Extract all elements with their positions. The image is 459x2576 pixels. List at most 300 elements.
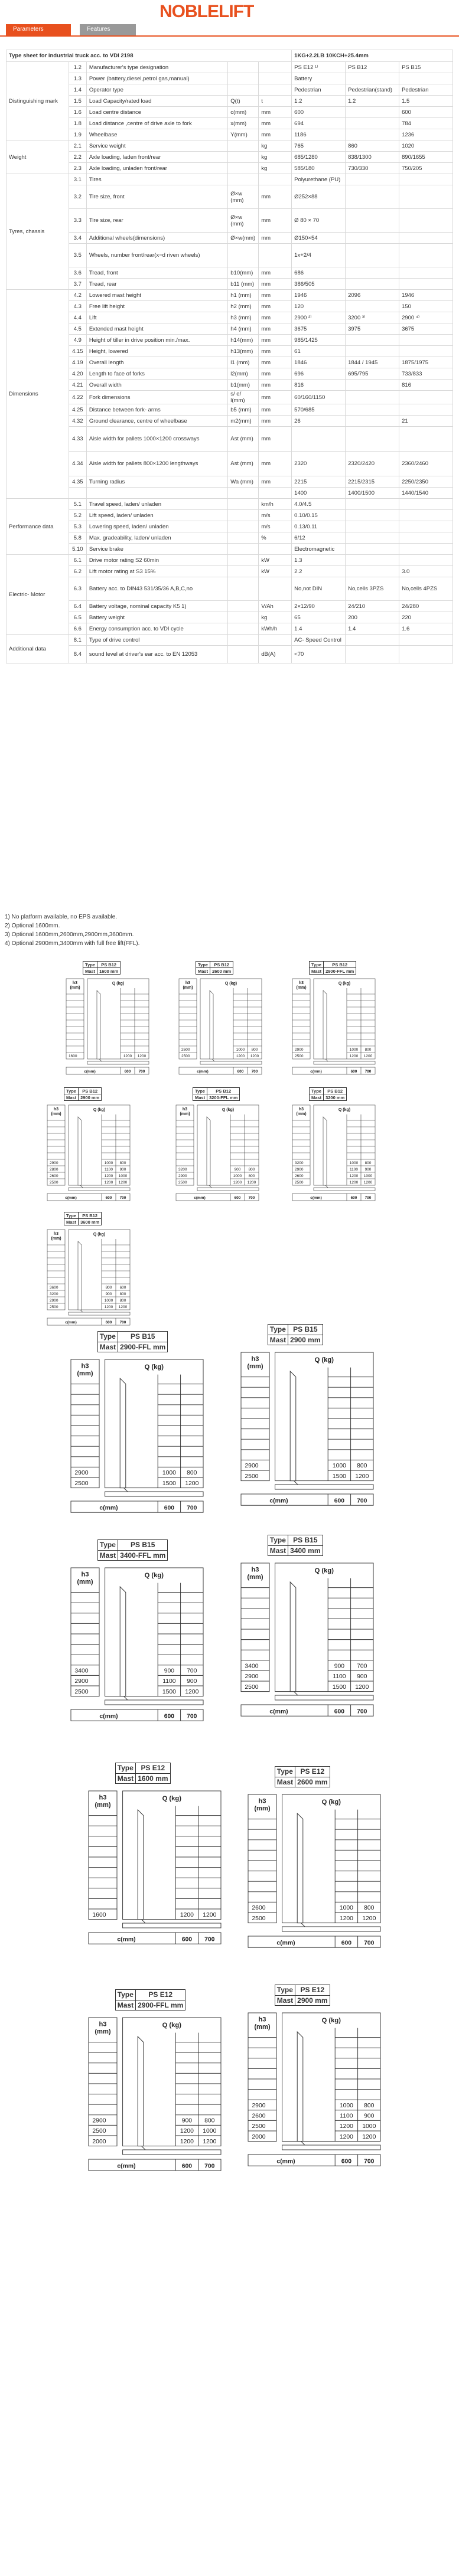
spec-cell-value: 1846 — [292, 357, 346, 368]
chart-grid — [248, 1794, 380, 1950]
chart-q-label: Q (kg) — [144, 1364, 164, 1371]
spec-cell-symbol — [228, 532, 259, 544]
chart-mast: 2600 mm — [295, 1777, 330, 1787]
chart-q-value: 1200 — [236, 1054, 245, 1058]
spec-cell-value — [399, 532, 453, 544]
spec-row — [6, 267, 453, 279]
chart-q-value: 1000 — [233, 1174, 242, 1178]
spec-cell-unit: mm — [259, 404, 292, 416]
chart-c-value: 600 — [164, 1505, 175, 1512]
chart-h3-value: 3400 — [245, 1663, 259, 1670]
spec-cell-number: 4.15 — [69, 346, 86, 357]
spec-cell-value: 838/1300 — [346, 152, 399, 163]
spec-cell-value: 2900 ²⁾ — [292, 312, 346, 323]
spec-cell-value: 2.2 — [292, 566, 346, 577]
spec-row — [6, 312, 453, 323]
spec-cell-value — [399, 73, 453, 84]
spec-cell-value: 1.4 — [292, 623, 346, 635]
chart-q-value: 1200 — [123, 1054, 132, 1058]
spec-cell-value: 150 — [399, 301, 453, 312]
chart-h3-label: h3 — [53, 1232, 59, 1236]
chart-grid — [66, 979, 149, 1076]
spec-cell-number: 6.4 — [69, 601, 86, 612]
chart-c-label: c(mm) — [269, 1498, 288, 1505]
spec-cell-value: 386/505 — [292, 279, 346, 290]
spec-cell-value — [346, 209, 399, 233]
spec-group-label: Distinguishing mark — [6, 62, 69, 140]
chart-c-label: c(mm) — [269, 1708, 288, 1715]
chart-q-label: Q (kg) — [321, 1799, 341, 1806]
spec-cell-unit: kg — [259, 140, 292, 152]
chart-q-value: 1000 — [339, 2103, 353, 2109]
chart-model: PS B12 — [79, 1212, 102, 1219]
spec-cell-label: Travel speed, laden/ unladen — [86, 499, 227, 510]
chart-q-value: 900 — [364, 2113, 375, 2120]
spec-group-label: Additional data — [6, 635, 69, 663]
spec-row — [6, 566, 453, 577]
chart-c-label: c(mm) — [276, 1940, 295, 1947]
spec-cell-label: Wheels, number front/rear(x=d riven wheels) — [86, 244, 227, 267]
chart-c-value: 700 — [251, 1070, 258, 1074]
spec-cell-value: 220 — [399, 612, 453, 623]
spec-cell-value: Polyurethane (PU) — [292, 174, 346, 185]
chart-type-table — [275, 1985, 330, 2006]
chart-mast: 3200-FFL mm — [207, 1094, 240, 1101]
chart-h3-unit: (mm) — [77, 1578, 93, 1586]
spec-cell-symbol — [228, 499, 259, 510]
spec-cell-value: Battery — [292, 73, 346, 84]
spec-cell-value: PS B15 — [399, 62, 453, 73]
chart-model: PS B15 — [288, 1535, 323, 1546]
chart-h3-value: 2900 — [252, 2103, 266, 2109]
chart-mast: 2900 mm — [288, 1335, 323, 1345]
chart-grid — [47, 1105, 130, 1202]
chart-h3-value: 3600 — [50, 1286, 58, 1290]
chart-q-label: Q (kg) — [222, 1108, 235, 1112]
spec-cell-value: 65 — [292, 612, 346, 623]
chart-h3-label: h3 — [185, 981, 191, 985]
chart-q-value: 1200 — [185, 1688, 199, 1695]
chart-type-label: Type — [115, 1763, 135, 1774]
spec-cell-symbol: Q(t) — [228, 96, 259, 107]
spec-cell-label: Lift — [86, 312, 227, 323]
spec-cell-value: Pedestrian — [399, 84, 453, 96]
spec-cell-number: 4.34 — [69, 452, 86, 476]
chart-type-table — [268, 1535, 323, 1556]
chart-h3-value: 2500 — [252, 2123, 266, 2130]
chart-h3-value: 2900 — [74, 1678, 89, 1685]
spec-cell-value: 1844 / 1945 — [346, 357, 399, 368]
spec-row — [6, 346, 453, 357]
chart-h3-unit: (mm) — [296, 1112, 307, 1116]
chart-c-label: c(mm) — [99, 1505, 118, 1512]
chart-q-label: Q (kg) — [112, 982, 125, 986]
spec-cell-value: AC- Speed Control — [292, 635, 346, 646]
chart-h3-unit: (mm) — [254, 2023, 271, 2031]
spec-cell-value: 2250/2350 — [399, 476, 453, 488]
spec-cell-symbol — [228, 544, 259, 555]
spec-cell-value: 816 — [399, 380, 453, 391]
spec-cell-value: 600 — [292, 107, 346, 118]
spec-cell-unit: mm — [259, 185, 292, 209]
spec-cell-symbol: b11 (mm) — [228, 279, 259, 290]
chart-h3-value: 2500 — [295, 1054, 304, 1058]
chart-q-value: 1200 — [203, 1911, 217, 1918]
spec-row — [6, 209, 453, 233]
chart-type-label: Type — [64, 1088, 79, 1094]
chart-h3-label: h3 — [53, 1107, 59, 1112]
spec-cell-unit: % — [259, 532, 292, 544]
chart-q-label: Q (kg) — [338, 1108, 351, 1112]
chart-type-label: Mast — [97, 1342, 118, 1352]
chart-type-table — [193, 1087, 240, 1101]
spec-cell-label: Extended mast height — [86, 323, 227, 335]
spec-cell-number: 1.8 — [69, 118, 86, 129]
chart-h3-value: 2900 — [295, 1048, 304, 1052]
spec-cell-label: Distance between fork- arms — [86, 404, 227, 416]
chart-q-value: 800 — [248, 1168, 255, 1172]
chart-type-label: Mast — [310, 1094, 324, 1101]
spec-cell-value — [346, 555, 399, 566]
tab-bar — [0, 22, 459, 37]
spec-cell-value: 1236 — [399, 129, 453, 140]
spec-cell-symbol — [228, 566, 259, 577]
chart-c-value: 700 — [187, 1505, 197, 1512]
spec-row — [6, 140, 453, 152]
chart-h3-label: h3 — [99, 2021, 107, 2028]
spec-cell-unit: mm — [259, 335, 292, 346]
spec-cell-symbol: l2(mm) — [228, 368, 259, 380]
spec-cell-value — [292, 427, 346, 452]
spec-cell-value: 2900 ⁴⁾ — [399, 312, 453, 323]
spec-row — [6, 152, 453, 163]
chart-q-value: 700 — [187, 1668, 197, 1675]
spec-cell-value — [399, 335, 453, 346]
chart-c-value: 700 — [187, 1713, 197, 1720]
spec-cell-value: 2096 — [346, 290, 399, 301]
spec-cell-value: 816 — [292, 380, 346, 391]
chart-c-value: 700 — [204, 1936, 215, 1943]
spec-cell-value: 890/1655 — [399, 152, 453, 163]
spec-cell-value: 2320/2420 — [346, 452, 399, 476]
chart-c-value: 600 — [350, 1070, 357, 1074]
spec-cell-symbol: Ast (mm) — [228, 427, 259, 452]
chart-type-label: Type — [196, 962, 210, 968]
spec-cell-label — [86, 488, 227, 499]
spec-cell-value — [346, 185, 399, 209]
spec-cell-unit: mm — [259, 368, 292, 380]
spec-cell-value — [346, 233, 399, 244]
chart-q-label: Q (kg) — [144, 1572, 164, 1579]
chart-grid — [292, 979, 375, 1076]
chart-q-label: Q (kg) — [93, 1233, 106, 1237]
spec-cell-value: Electromagnetic — [292, 544, 346, 555]
spec-cell-number: 8.4 — [69, 646, 86, 663]
chart-q-value: 1200 — [362, 2133, 376, 2140]
spec-cell-number: 1.3 — [69, 73, 86, 84]
chart-h3-value: 3200 — [295, 1161, 304, 1165]
spec-cell-value: 2215/2315 — [346, 476, 399, 488]
spec-cell-value — [346, 544, 399, 555]
spec-cell-symbol: Ast (mm) — [228, 452, 259, 476]
spec-cell-symbol: Ø×w(mm) — [228, 233, 259, 244]
spec-cell-value: 694 — [292, 118, 346, 129]
spec-cell-value: 120 — [292, 301, 346, 312]
spec-cell-value — [346, 380, 399, 391]
spec-cell-value — [346, 301, 399, 312]
spec-cell-number: 4.25 — [69, 404, 86, 416]
spec-cell-unit: kWh/h — [259, 623, 292, 635]
spec-row — [6, 380, 453, 391]
chart-h3-label: h3 — [298, 1107, 304, 1112]
spec-cell-symbol — [228, 174, 259, 185]
spec-cell-value: 1x+2/4 — [292, 244, 346, 267]
spec-cell-number: 4.35 — [69, 476, 86, 488]
spec-cell-value: 1.6 — [399, 623, 453, 635]
chart-h3-value: 3200 — [50, 1292, 58, 1296]
spec-cell-value: 3.0 — [399, 566, 453, 577]
spec-cell-unit — [259, 244, 292, 267]
spec-cell-number: 1.6 — [69, 107, 86, 118]
chart-c-value: 600 — [237, 1070, 244, 1074]
spec-cell-unit: mm — [259, 476, 292, 488]
spec-cell-number: 8.1 — [69, 635, 86, 646]
chart-c-label: c(mm) — [117, 1936, 136, 1943]
spec-row — [6, 635, 453, 646]
spec-cell-label: Load distance ,centre of drive axle to fork — [86, 118, 227, 129]
spec-cell-unit: mm — [259, 267, 292, 279]
spec-cell-value — [399, 244, 453, 267]
chart-grid — [179, 979, 262, 1076]
chart-c-value: 600 — [124, 1070, 131, 1074]
footnote: 4) Optional 2900mm,3400mm with full free lift(FFL). — [5, 940, 140, 947]
spec-cell-label: Tread, front — [86, 267, 227, 279]
spec-row — [6, 612, 453, 623]
spec-cell-label: Aisle width for pallets 800×1200 lengthways — [86, 452, 227, 476]
chart-h3-unit: (mm) — [296, 986, 307, 990]
spec-cell-number: 4.19 — [69, 357, 86, 368]
spec-cell-unit: m/s — [259, 521, 292, 532]
spec-model: 1KG+2.2LB 10KCH+25.4mm — [292, 50, 453, 62]
spec-row — [6, 73, 453, 84]
spec-row — [6, 391, 453, 404]
spec-cell-label: Additional wheels(dimensions) — [86, 233, 227, 244]
chart-q-value: 1200 — [180, 2128, 194, 2135]
chart-mast: 3600 mm — [79, 1219, 102, 1225]
chart-q-value: 1000 — [203, 2128, 217, 2135]
chart-c-value: 700 — [119, 1320, 126, 1325]
spec-cell-label: Axle loading, unladen front/rear — [86, 163, 227, 174]
spec-cell-number: 1.9 — [69, 129, 86, 140]
chart-h3-value: 2600 — [252, 1905, 266, 1912]
spec-cell-value: 1946 — [292, 290, 346, 301]
chart-grid — [241, 1352, 373, 1508]
chart-grid — [47, 1230, 130, 1327]
chart-type-label: Type — [268, 1535, 288, 1546]
tab-parameters[interactable]: Parameters — [6, 24, 71, 35]
spec-cell-value: Pedestrian(stand) — [346, 84, 399, 96]
spec-cell-value — [346, 267, 399, 279]
spec-cell-unit: kg — [259, 152, 292, 163]
chart-q-value: 1500 — [162, 1480, 176, 1487]
spec-cell-number: 3.2 — [69, 185, 86, 209]
chart-q-value: 1000 — [349, 1161, 359, 1165]
chart-c-value: 700 — [204, 2163, 215, 2170]
spec-cell-value — [346, 174, 399, 185]
spec-cell-unit: mm — [259, 290, 292, 301]
spec-cell-value: 860 — [346, 140, 399, 152]
spec-cell-symbol: h4 (mm) — [228, 323, 259, 335]
chart-c-label: c(mm) — [84, 1070, 96, 1074]
chart-c-value: 600 — [350, 1196, 357, 1200]
chart-c-value: 700 — [119, 1196, 126, 1200]
chart-model: PS B15 — [118, 1540, 168, 1551]
spec-row — [6, 555, 453, 566]
spec-cell-number: 3.1 — [69, 174, 86, 185]
chart-type-label: Type — [268, 1325, 288, 1335]
chart-q-value: 1200 — [118, 1181, 128, 1185]
chart-h3-unit: (mm) — [51, 1112, 61, 1116]
chart-q-value: 900 — [364, 1168, 372, 1172]
spec-row — [6, 244, 453, 267]
chart-q-value: 800 — [364, 2103, 375, 2109]
spec-cell-value: Ø150×54 — [292, 233, 346, 244]
chart-c-value: 700 — [364, 1940, 375, 1947]
chart-h3-label: h3 — [258, 1797, 266, 1805]
spec-row — [6, 532, 453, 544]
chart-type-label: Mast — [64, 1219, 79, 1225]
chart-h3-value: 2500 — [74, 1688, 89, 1695]
spec-row — [6, 499, 453, 510]
chart-c-value: 600 — [181, 1936, 193, 1943]
spec-cell-value: PS B12 — [346, 62, 399, 73]
chart-model: PS E12 — [136, 1990, 185, 2000]
spec-cell-label: Lowering speed, laden/ unladen — [86, 521, 227, 532]
chart-type-label: Type — [97, 1540, 118, 1551]
chart-type-table — [83, 961, 121, 975]
spec-cell-unit: mm — [259, 279, 292, 290]
spec-cell-number: 6.1 — [69, 555, 86, 566]
spec-cell-value — [346, 521, 399, 532]
spec-row — [6, 357, 453, 368]
chart-h3-value: 2000 — [252, 2133, 266, 2140]
chart-c-value: 600 — [164, 1713, 175, 1720]
spec-cell-value — [399, 174, 453, 185]
spec-cell-number: 4.9 — [69, 335, 86, 346]
spec-cell-unit: mm — [259, 118, 292, 129]
spec-cell-number: 2.2 — [69, 152, 86, 163]
chart-q-value: 900 — [119, 1168, 126, 1172]
chart-c-value: 600 — [105, 1320, 112, 1325]
header — [0, 0, 459, 22]
chart-h3-label: h3 — [251, 1355, 259, 1363]
spec-cell-value: 60/160/1150 — [292, 391, 346, 404]
chart-q-value: 1000 — [349, 1048, 359, 1052]
chart-mast: 3200 mm — [324, 1094, 347, 1101]
chart-h3-value: 2900 — [178, 1174, 187, 1178]
chart-q-value: 1100 — [105, 1168, 113, 1172]
tab-features[interactable]: Features — [80, 24, 136, 35]
chart-h3-value: 1600 — [92, 1911, 106, 1918]
spec-cell-unit: mm — [259, 346, 292, 357]
spec-cell-value: 1946 — [399, 290, 453, 301]
spec-cell-unit: mm — [259, 107, 292, 118]
chart-q-value: 600 — [119, 1286, 126, 1290]
chart-h3-value: 2900 — [245, 1463, 259, 1470]
chart-q-value: 1000 — [332, 1463, 346, 1470]
chart-h3-value: 2600 — [181, 1048, 190, 1052]
spec-cell-label: Axle loading, laden front/rear — [86, 152, 227, 163]
spec-cell-value: 685/1280 — [292, 152, 346, 163]
chart-model: PS B12 — [324, 962, 356, 968]
chart-model: PS B12 — [324, 1088, 347, 1094]
spec-cell-value: 200 — [346, 612, 399, 623]
brand-logo: NOBLELIFT — [159, 2, 254, 21]
chart-q-value: 1200 — [203, 2138, 217, 2145]
spec-cell-number: 3.4 — [69, 233, 86, 244]
chart-grid — [89, 1791, 221, 1947]
chart-q-value: 1200 — [355, 1473, 369, 1480]
chart-h3-unit: (mm) — [247, 1363, 263, 1371]
chart-type-label: Mast — [97, 1550, 118, 1561]
spec-cell-number: 3.7 — [69, 279, 86, 290]
chart-q-value: 1000 — [339, 1905, 353, 1912]
spec-cell-value: 765 — [292, 140, 346, 152]
spec-cell-value: 1186 — [292, 129, 346, 140]
chart-q-value: 800 — [364, 1905, 375, 1912]
spec-cell-symbol — [228, 612, 259, 623]
chart-h3-value: 2500 — [178, 1181, 187, 1185]
spec-row — [6, 84, 453, 96]
chart-h3-label: h3 — [72, 981, 78, 985]
spec-cell-unit: mm — [259, 312, 292, 323]
chart-q-value: 1000 — [104, 1299, 113, 1303]
spec-row — [6, 233, 453, 244]
chart-q-label: Q (kg) — [162, 1795, 181, 1802]
chart-grid — [71, 1359, 203, 1515]
spec-row — [6, 368, 453, 380]
spec-cell-label: Drive motor rating S2 60min — [86, 555, 227, 566]
spec-cell-value — [346, 346, 399, 357]
chart-q-value: 1000 — [236, 1048, 245, 1052]
chart-c-label: c(mm) — [65, 1320, 77, 1325]
spec-cell-label: Tread, rear — [86, 279, 227, 290]
spec-row — [6, 185, 453, 209]
spec-cell-label: Tire size, front — [86, 185, 227, 209]
spec-cell-symbol — [228, 635, 259, 646]
spec-cell-value: 1.5 — [399, 96, 453, 107]
spec-row — [6, 323, 453, 335]
chart-type-label: Mast — [115, 2000, 135, 2011]
spec-row — [6, 416, 453, 427]
spec-cell-label: Free lift height — [86, 301, 227, 312]
spec-cell-number: 4.21 — [69, 380, 86, 391]
spec-row — [6, 118, 453, 129]
spec-cell-symbol: h3 (mm) — [228, 312, 259, 323]
spec-cell-value: 686 — [292, 267, 346, 279]
spec-cell-unit — [259, 62, 292, 73]
chart-h3-value: 2600 — [295, 1174, 304, 1178]
chart-q-value: 1200 — [247, 1181, 256, 1185]
spec-cell-number: 1.4 — [69, 84, 86, 96]
spec-title: Type sheet for industrial truck acc. to VDI 2198 — [6, 50, 292, 62]
chart-q-value: 800 — [251, 1048, 258, 1052]
chart-h3-value: 2500 — [181, 1054, 190, 1058]
spec-cell-value — [346, 427, 399, 452]
spec-cell-unit — [259, 544, 292, 555]
chart-q-label: Q (kg) — [338, 982, 351, 986]
spec-row — [6, 476, 453, 488]
